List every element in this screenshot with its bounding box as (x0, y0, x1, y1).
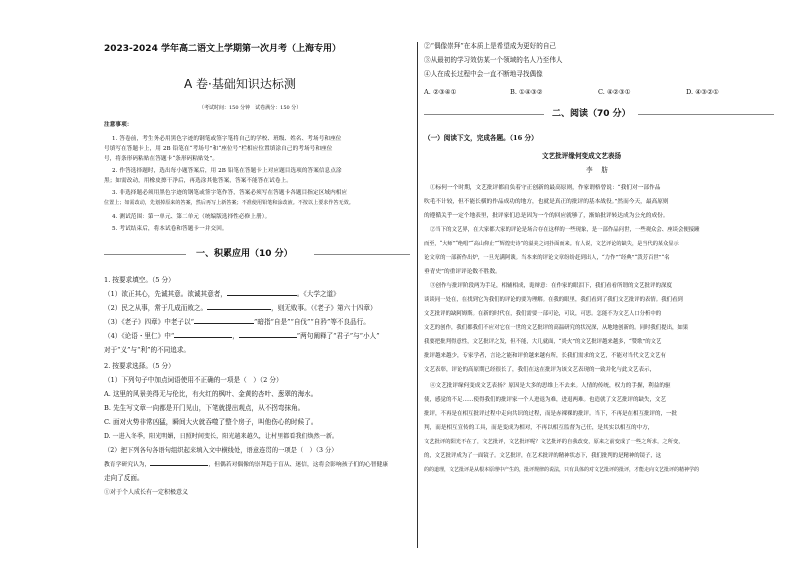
article-line: 垂青史”的重评评论数不胜数。 (424, 269, 501, 275)
article-line: ①标何一个时期，文艺批评都肩负着守正创新的最高原则，作家谓格曾说：“我们对一部作品 (430, 185, 661, 191)
q2-2-lead: 教育学研究认为， (104, 462, 151, 468)
answer-blank[interactable] (174, 330, 232, 338)
choice-item-1: ①对于个人成长有一定积极意义 (104, 489, 189, 496)
article-line: 文艺批评的缺阿姆斯。在新的时代在，我们需要一部可论，可议，可思。怎能不为文艺人口分析中的 (424, 311, 662, 317)
article-line: 论文章的一部新作出炉，一旦光满阿谀。当本来的评论文章纷纷赶到出人，“力作”“经典”“泼芳百世”“名 (424, 255, 670, 261)
q1-3-rest: ”暗指“自是”“自伐”“自矜”等不良品行。 (253, 318, 370, 326)
q1-3 (104, 316, 370, 330)
q1-heading: 1. 按要求填空。（5 分） (104, 276, 175, 284)
q1-2-source: ，则无败事。（《老子》第六十四章） (271, 304, 377, 312)
section-rule-left (424, 114, 544, 115)
article-line: 而至，“大师”“绝唱”“高山仰止”“辉煌史诗”的溢美之词扑面而来。有人说，文艺评论的缺失，是当代的某众显示 (424, 241, 679, 247)
answer-blank[interactable] (227, 288, 297, 296)
answer-choice-a[interactable]: A. ②③④① (424, 88, 457, 96)
answer-blank[interactable] (194, 316, 254, 324)
q2-1: （1）下列句子中加点词语使用不正确的一项是（ ）（2 分） (104, 376, 283, 384)
option-a[interactable]: A. 这里的风景美得无与伦比，有火红的枫叶、金黄的杏叶、葱翠的海水。 (104, 390, 318, 398)
notes-line: 号填写在答题卡上，用 2B 铅笔在“考场号”和“座位号”栏相应位置填涂自己的考场号和座位 (104, 146, 333, 152)
article-line: ③创作与批评阶段两为手足，相辅相成，诡辩意：在作家的眼泪下，我们看看所谓的文艺批评的深度 (430, 283, 673, 289)
choice-item-3: ③从最初的学习效仿某一个领域的名人乃至伟人 (424, 56, 563, 64)
q2-2-rest: ，但偶若对偶像的崇拜趋于盲从、迷信，这将会影响孩子们的心智健康 (208, 462, 389, 468)
q1-4 (104, 330, 380, 344)
section-rule-right (638, 114, 774, 115)
q1-2-text: （2）民之从事，常于几成而败之。 (104, 304, 208, 312)
notes-line: 号，将条形码粘贴在答题卡“条形码粘贴处”。 (104, 156, 219, 162)
answer-choice-b[interactable]: B. ①④③② (510, 88, 543, 96)
q2-2-passage (104, 458, 388, 473)
q1-1 (104, 288, 340, 302)
article-line: 我要把批判得意性，文艺批评之发，但不能，大几就面，“炎火”的文艺批评越来越多，“赞歌”的文艺 (424, 339, 662, 345)
section-rule-right (314, 254, 410, 255)
article-title: 文艺批评缘何变成文艺表扬 (542, 152, 622, 160)
article-line: 使，感觉的不足……使得我们的批评家一个人进退为难，进退两难。也造就了文艺批评的缺失，文艺 (424, 397, 667, 403)
notes-line: 3. 非选择题必须用黑色字迹的钢笔或签字笔作答，答案必须写在答题卡各题目指定区域内相应 (112, 190, 348, 196)
choice-item-2: ②“偶像崇拜”在本质上是希望成为更好的自己 (424, 42, 557, 50)
article-line: 判，而是相互宣传的工具，而是变成为相对，不再以相互监督为己任，是其实以相互的中方， (424, 425, 654, 431)
notes-line: 2. 作答选择题时，选出每小题答案后，用 2B 铅笔在答题卡上对应题目选项的答案信息点涂 (112, 168, 342, 174)
option-c[interactable]: C. 面对火势非常凶猛，瞬间大火就吞噬了整个房子，叫他伤心的时候了。 (104, 418, 318, 426)
section2-title: 二、阅读（70 分） (552, 109, 631, 119)
answer-choice-d[interactable]: D. ④③②① (686, 88, 719, 96)
article-line: 文艺批评的阳光不在了，文艺批评，文艺批评呢？文艺批评的自我改变，原来之前变成了一些之所求，之所变， (424, 439, 684, 445)
q1-4-text: （4）《论语・里仁》中“ (104, 332, 175, 340)
q2-2-end: 走向了反面。 (104, 474, 144, 482)
article-author: 李 舫 (586, 166, 608, 174)
article-line: ④文艺批评缘何变成文艺表扬？原因是大多的思维上不去来。人情的传统，权力的手握，利益的驱 (430, 383, 671, 389)
notes-heading: 注意事项： (104, 122, 133, 128)
q1-4-rest: ”两句阐释了“君子”与“小人” (296, 332, 380, 340)
q1-4-cont: 对于“义”与“利”的不同追求。 (104, 346, 191, 354)
article-line: 的的道理，文艺批评是从根本原理中产生的，批评规律的说法，只有具体的对文艺批评的批评，才能走向文艺批评的精神学的 (424, 467, 700, 473)
article-line: 的遵循关乎一定个地表里，批评家们总是因为一个的回应就够了，渐始批评转达成为公允的成份。 (424, 213, 669, 219)
answer-blank[interactable] (150, 458, 208, 466)
exam-title: 2023-2024 学年高二语文上学期第一次月考（上海专用） (104, 44, 341, 54)
column-divider (417, 42, 418, 548)
answer-blank[interactable] (207, 302, 271, 310)
left-column (104, 0, 410, 562)
option-d[interactable]: D. 一进入冬季，阳光明媚，日照时间变长，阳光越来越久，让村里都看我们焕然一新。 (104, 433, 339, 440)
right-column (424, 0, 774, 562)
q1-1-text: （1）欲正其心，先诚其意。欲诚其意者， (104, 290, 227, 298)
article-line: 的，文艺批评成为了一面镜子。文艺批评，在艺术批评的精神状态下，我们批判的是精神的镜子，这 (424, 453, 662, 459)
notes-line: 1. 答卷前，考生务必用黑色字迹的钢笔或签字笔将自己的学校、班级、姓名、考场号和座位 (112, 136, 342, 142)
notes-line: 4. 测试范围：第一单元、第二单元（统编版选择性必修上册）。 (112, 214, 271, 220)
article-line: ②当下的文艺界，在大家都大家的评论是场合存在这样的一些现象，是一部作品问世，一些观众会、座谈会便接踵 (430, 227, 700, 233)
article-line: 文艺的创作，我们都我们不应对它在一世的文艺批评的高温研究的状况深，从地地创新的。同时我们提出，如果 (424, 325, 689, 331)
article-line: 批评，不再是在相互批评过程中走向共识的过程，而是赤裸裸的批评。当下，不再是在相互批评的，一批 (424, 411, 678, 417)
choice-item-4: ④人在成长过程中会一直不断地寻找偶像 (424, 70, 543, 78)
comma: ， (232, 332, 239, 340)
q2-2: （2）把下列各句各语句组织起来填入文中横线处，语意连贯的一项是（ ）（3 分） (104, 447, 338, 454)
answer-blank[interactable] (239, 330, 297, 338)
notes-line: 黑；如需改动，用橡皮擦干净后，再选涂其他答案，答案不能答在试卷上。 (104, 178, 292, 184)
paper-label: A 卷·基础知识达标测 (184, 77, 296, 91)
q1-2 (104, 302, 377, 316)
option-b[interactable]: B. 先生写文章一向都是开门见山，下笔就提出观点，从不拐弯抹角。 (104, 404, 305, 412)
notes-line: 位置上；如需改动，先划掉原来的答案，然后再写上新答案；不准使用铅笔和涂改液。不按以上要求作答无效。 (104, 200, 354, 206)
section-rule-left (104, 254, 186, 255)
article-line: 批评越来越少，专家学者，言论之能和评价越来越有所，长我们需求的文艺，不能对当代文艺文艺有 (424, 353, 667, 359)
article-line: 文艺表彰，评论的高原期已经很长了，我们在这在批评为该文艺表现的一致并化与此文艺表示， (424, 367, 656, 373)
section1-title: 一、积累应用（10 分） (196, 249, 293, 259)
exam-info: （考试时间：150 分钟 试卷满分：150 分） (199, 105, 302, 111)
q1-3-text: （3）《老子》四章》中老子以“ (104, 318, 194, 326)
notes-line: 5. 考试结束后，将本试卷和答题卡一并交回。 (112, 226, 228, 232)
article-line: 吹毛不计较，但不能长横的作品成功的地方，也就是真正的批评的基本战役。”然而今天，最高原则 (424, 199, 669, 205)
reading-subheading: （一）阅读下文，完成各题。（16 分） (424, 134, 538, 142)
article-line: 谈谈同一处在，在找到它为我们的评论的要为理解。在我的眼里，我们看到了我们文艺批评的表情。我们看到 (424, 297, 683, 303)
q2-heading: 2. 按要求选择。（5 分） (104, 362, 175, 370)
answer-choice-c[interactable]: C. ④②③① (598, 88, 631, 96)
q1-1-source: 。《大学之道》 (296, 290, 340, 298)
